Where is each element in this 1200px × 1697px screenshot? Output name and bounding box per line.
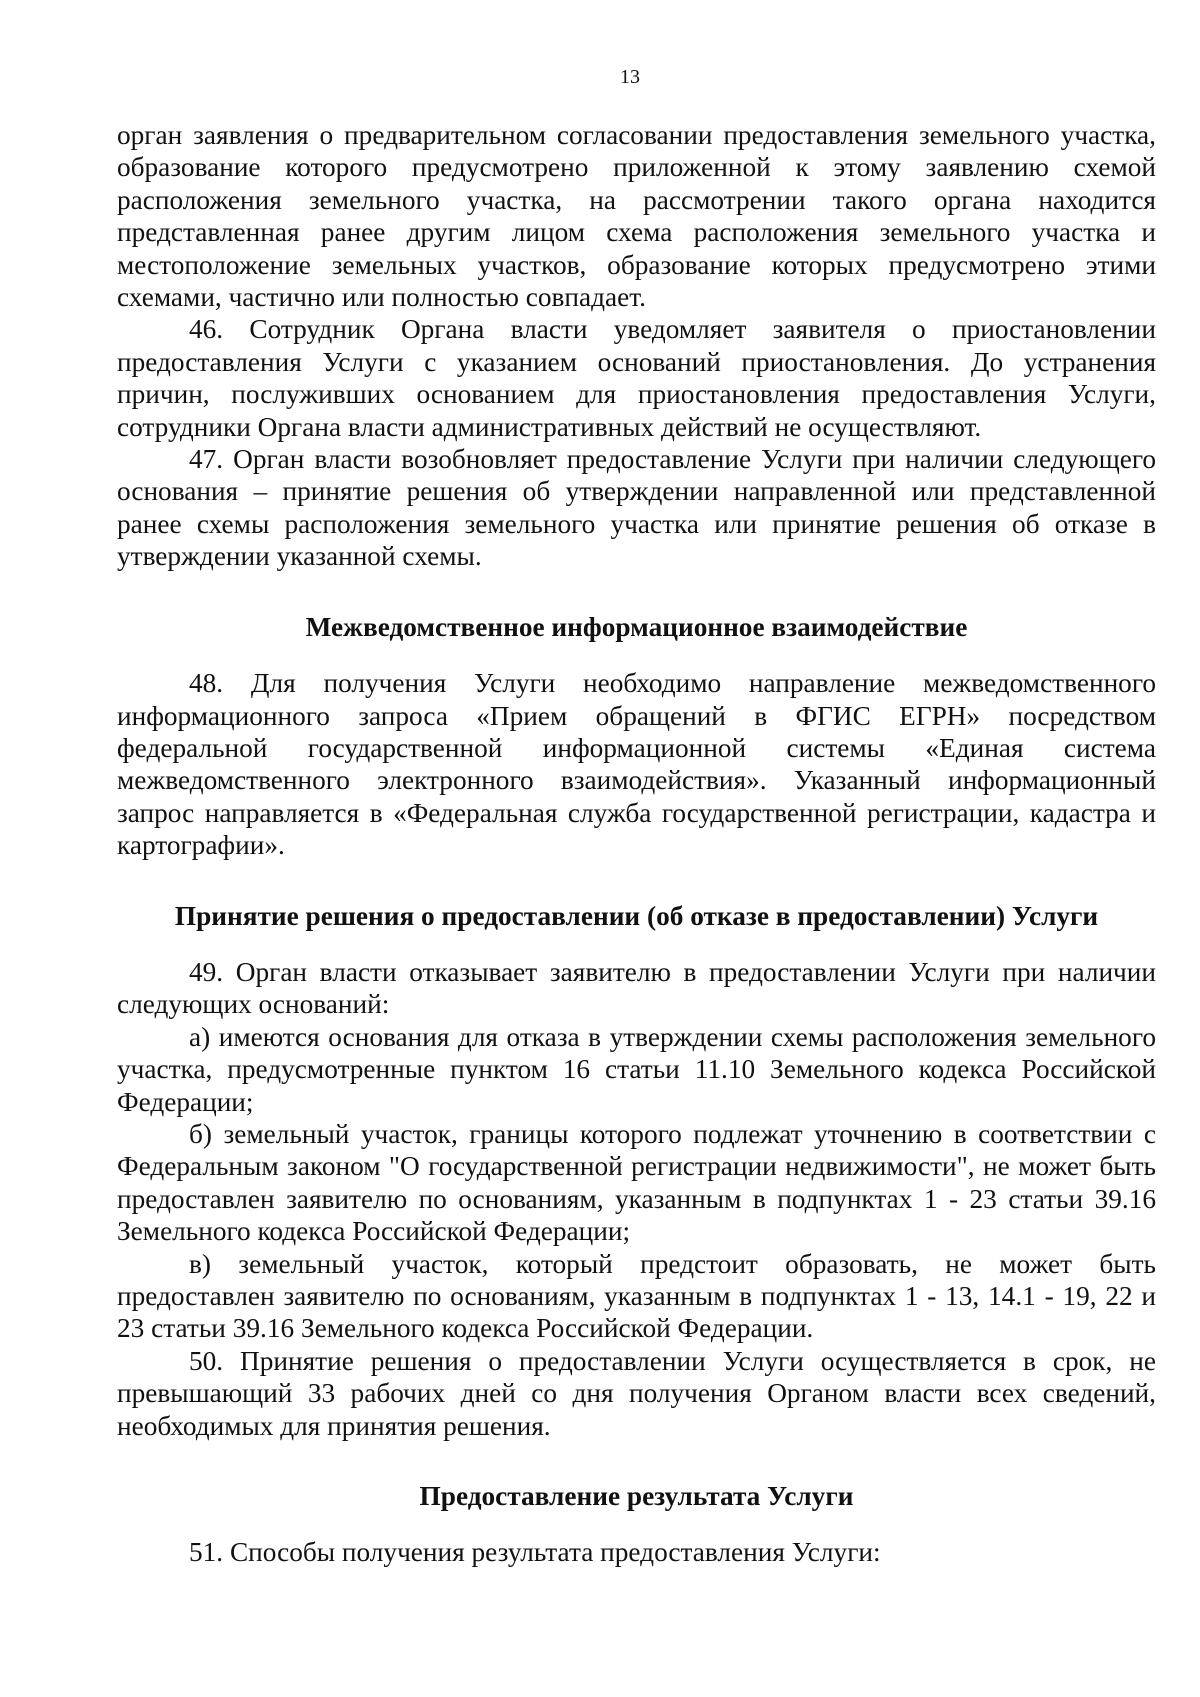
subparagraph-a: а) имеются основания для отказа в утверждении схемы расположения земельного участка, предусмотренные пунктом 16 статьи 11.10 Земельного кодекса Российской Федерации;	[117, 1021, 1156, 1117]
paragraph-46: 46. Сотрудник Органа власти уведомляет заявителя о приостановлении предоставления Услуги с указанием оснований приостановления. До устранения причин, послуживших основанием для приостановления предоставления Услуги, сотрудники Органа власти административных действий не осуществляют.	[117, 314, 1156, 442]
paragraph-continuation: орган заявления о предварительном согласовании предоставления земельного участка, образование которого предусмотрено приложенной к этому заявлению схемой расположения земельного участка, на рассмотрении такого органа находится представленная ранее другим лицом схема расположения земельного участка и местоположение земельных участков, образование которых предусмотрено этими схемами, частично или полностью совпадает.	[117, 120, 1156, 313]
subparagraph-v: в) земельный участок, который предстоит образовать, не может быть предоставлен заявителю по основаниям, указанным в подпунктах 1 - 13, 14.1 - 19, 22 и 23 статьи 39.16 Земельного кодекса Российской Федерации.	[117, 1248, 1156, 1344]
paragraph-48: 48. Для получения Услуги необходимо направление межведомственного информационного запроса «Прием обращений в ФГИС ЕГРН» посредством федеральной государственной информационной системы «Единая система межведомственного электронного взаимодействия». Указанный информационный запрос направляется в «Федеральная служба государственной регистрации, кадастра и картографии».	[117, 668, 1156, 861]
section-heading-result: Предоставление результата Услуги	[419, 1481, 854, 1512]
subparagraph-b: б) земельный участок, границы которого подлежат уточнению в соответствии с Федеральным законом "О государственной регистрации недвижимости", не может быть предоставлен заявителю по основаниям, указанным в подпунктах 1 - 23 статьи 39.16 Земельного кодекса Российской Федерации;	[117, 1118, 1156, 1247]
page-number: 13	[620, 66, 640, 88]
section-heading-interagency: Межведомственное информационное взаимодействие	[305, 611, 968, 642]
paragraph-51: 51. Способы получения результата предоставления Услуги:	[189, 1537, 881, 1568]
paragraph-47: 47. Орган власти возобновляет предоставление Услуги при наличии следующего основания – принятие решения об утверждении направленной или представленной ранее схемы расположения земельного участка или принятие решения об отказе в утверждении указанной схемы.	[117, 444, 1156, 572]
paragraph-50: 50. Принятие решения о предоставлении Услуги осуществляется в срок, не превышающий 33 рабочих дней со дня получения Органом власти всех сведений, необходимых для принятия решения.	[117, 1345, 1156, 1441]
paragraph-49: 49. Орган власти отказывает заявителю в предоставлении Услуги при наличии следующих оснований:	[117, 956, 1156, 1020]
section-heading-decision: Принятие решения о предоставлении (об отказе в предоставлении) Услуги	[174, 900, 1099, 931]
document-body	[117, 119, 1156, 1569]
